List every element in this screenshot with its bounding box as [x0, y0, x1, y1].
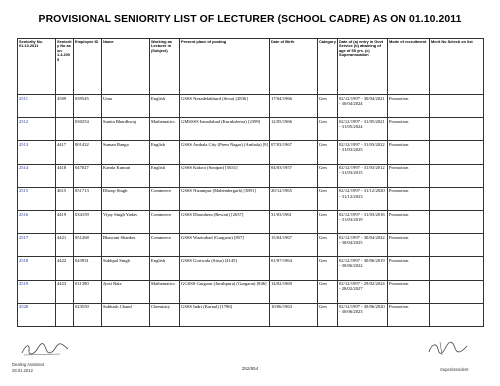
merit-cell [430, 234, 484, 257]
service-dates-cell: 02/12/1997 - 30/04/2022 - 30/04/2025 [338, 234, 388, 257]
header-name: Name [102, 39, 150, 95]
header-row [18, 39, 484, 95]
footer-date: 28.01.2012 [12, 368, 33, 373]
dob-cell: 07/03/1967 [270, 141, 318, 164]
posting-cell: GSSS Nizampur (Mahendergarh) [3891] [180, 187, 270, 210]
name-cell: Vijay Singh Yadav [102, 210, 150, 233]
service-dates-cell: 02/12/1997 - 31/05/2021 - 31/05/2024 [338, 118, 388, 141]
old-seniority-cell [56, 118, 74, 141]
table-row [18, 164, 484, 187]
service-dates-cell: 02/12/1997 - 31/12/2020 - 31/12/2023 [338, 187, 388, 210]
employee-id-cell: 023550 [74, 303, 102, 326]
category-cell: Gen [318, 95, 338, 118]
merit-cell [430, 210, 484, 233]
posting-cell: GSSS Wazirabad (Gurgaon) [857] [180, 234, 270, 257]
posting-cell: GSSS Nezadelakhurd (Sirsa) [2836] [180, 95, 270, 118]
dob-cell: 10/06/1963 [270, 303, 318, 326]
category-cell: Gen [318, 210, 338, 233]
service-dates-cell: 02/12/1997 - 31/03/2012 - 31/03/2015 [338, 164, 388, 187]
superintendent-signature [426, 340, 470, 358]
service-dates-cell: 02/12/1997 - 29/02/2024 - 28/02/2027 [338, 280, 388, 303]
merit-cell [430, 118, 484, 141]
table-row [18, 234, 484, 257]
name-cell: Dhoop Singh [102, 187, 150, 210]
name-cell: Suman Banga [102, 141, 150, 164]
header-subject: Working as Lecturer in (Subject) [150, 39, 180, 95]
mode-cell: Promotion [388, 257, 430, 280]
dob-cell: 01/07/1964 [270, 257, 318, 280]
header-service-dates: Date of (a) entry in Govt Service (b) attaining of age of 55 yrs. (c) Superannuation [338, 39, 388, 95]
superintendent-label: Superintendent [440, 367, 469, 372]
old-seniority-cell: 4419 [56, 210, 74, 233]
posting-cell: GSSS Indri (Karnal) [1786] [180, 303, 270, 326]
seniority-no-cell: 2515 [18, 187, 56, 210]
seniority-no-cell: 2519 [18, 280, 56, 303]
old-seniority-cell: 4509 [56, 95, 74, 118]
mode-cell: Promotion [388, 141, 430, 164]
footer-left [12, 362, 44, 374]
category-cell: Gen [318, 257, 338, 280]
old-seniority-cell: 4423 [56, 280, 74, 303]
posting-cell: GSSS Ambala City (Prem Nagar) (Ambala) [9] [180, 141, 270, 164]
mode-cell: Promotion [388, 187, 430, 210]
table-row [18, 118, 484, 141]
header-employee-id: Employee ID [74, 39, 102, 95]
posting-cell: GSSS Goriwala (Sirsa) [4145] [180, 257, 270, 280]
subject-cell: Commerce [150, 187, 180, 210]
category-cell: Gen [318, 164, 338, 187]
dealing-assistant-signature [20, 340, 70, 358]
subject-cell: Commerce [150, 210, 180, 233]
table-row [18, 280, 484, 303]
old-seniority-cell [56, 303, 74, 326]
employee-id-cell: 051268 [74, 234, 102, 257]
service-dates-cell: 02/12/1997 - 31/03/2022 - 31/03/2025 [338, 141, 388, 164]
seniority-table [17, 38, 484, 327]
table-row [18, 141, 484, 164]
dob-cell: 31/03/1961 [270, 210, 318, 233]
dealing-assistant-label: Dealing Assistant [12, 362, 45, 367]
merit-cell [430, 303, 484, 326]
mode-cell: Promotion [388, 210, 430, 233]
dob-cell: 17/04/1966 [270, 95, 318, 118]
name-cell: Bhawani Shanker [102, 234, 150, 257]
dob-cell: 20/12/1965 [270, 187, 318, 210]
mode-cell: Promotion [388, 118, 430, 141]
dob-cell: 14/02/1969 [270, 280, 318, 303]
mode-cell: Promotion [388, 164, 430, 187]
header-posting: Present place of posting [180, 39, 270, 95]
subject-cell: Mathematics [150, 118, 180, 141]
old-seniority-cell: 4422 [56, 257, 74, 280]
category-cell: Gen [318, 303, 338, 326]
table-row [18, 187, 484, 210]
old-seniority-cell: 4421 [56, 234, 74, 257]
category-cell: Gen [318, 118, 338, 141]
seniority-no-cell: 2511 [18, 95, 56, 118]
table-body [18, 95, 484, 327]
posting-cell: GSSS Dharuhera (Rewari) [2637] [180, 210, 270, 233]
employee-id-cell: 051713 [74, 187, 102, 210]
old-seniority-cell: 4615 [56, 187, 74, 210]
seniority-no-cell: 2518 [18, 257, 56, 280]
service-dates-cell: 02/12/1997 - 31/03/2016 - 31/03/2019 [338, 210, 388, 233]
dob-cell: 15/04/1967 [270, 234, 318, 257]
employee-id-cell: 043931 [74, 257, 102, 280]
posting-cell: GGSSS Gurgaon (Jacubpura) (Gurgaon) [846] [180, 280, 270, 303]
seniority-no-cell: 2512 [18, 118, 56, 141]
name-cell: Subhash Chand [102, 303, 150, 326]
merit-cell [430, 164, 484, 187]
name-cell: Sukhpal Singh [102, 257, 150, 280]
seniority-no-cell: 2517 [18, 234, 56, 257]
old-seniority-cell: 4417 [56, 141, 74, 164]
category-cell: Gen [318, 280, 338, 303]
old-seniority-cell: 4418 [56, 164, 74, 187]
category-cell: Gen [318, 141, 338, 164]
table-row [18, 257, 484, 280]
dob-cell: 12/05/1966 [270, 118, 318, 141]
header-mode: Mode of recruitment [388, 39, 430, 95]
mode-cell: Promotion [388, 303, 430, 326]
header-seniority-no: Seniority No. 01.10.2011 [18, 39, 56, 95]
page-title: PROVISIONAL SENIORITY LIST OF LECTURER (SCHOOL CADRE) AS ON 01.10.2011 [38, 14, 462, 25]
employee-id-cell: 047027 [74, 164, 102, 187]
header-dob: Date of Birth [270, 39, 318, 95]
employee-id-cell: 011390 [74, 280, 102, 303]
service-dates-cell: 02/12/1997 - 30/04/2021 - 30/04/2024 [338, 95, 388, 118]
subject-cell: English [150, 95, 180, 118]
header-category: Category [318, 39, 338, 95]
mode-cell: Promotion [388, 280, 430, 303]
header-merit: Merit No Selecti on list [430, 39, 484, 95]
seniority-no-cell: 2513 [18, 141, 56, 164]
merit-cell [430, 95, 484, 118]
seniority-no-cell: 2516 [18, 210, 56, 233]
merit-cell [430, 257, 484, 280]
table-row [18, 210, 484, 233]
name-cell: Uma [102, 95, 150, 118]
subject-cell: English [150, 164, 180, 187]
posting-cell: GMSSSS Ismailabad (Kurukshetra) [2399] [180, 118, 270, 141]
merit-cell [430, 280, 484, 303]
name-cell: Sunita Bhardhwaj [102, 118, 150, 141]
seniority-no-cell: 2520 [18, 303, 56, 326]
employee-id-cell: 039545 [74, 95, 102, 118]
service-dates-cell: 02/12/1997 - 30/06/2020 - 30/06/2023 [338, 303, 388, 326]
subject-cell: Commerce [150, 234, 180, 257]
category-cell: Gen [318, 234, 338, 257]
subject-cell: English [150, 257, 180, 280]
subject-cell: English [150, 141, 180, 164]
subject-cell: Mathematics [150, 280, 180, 303]
table-row [18, 303, 484, 326]
employee-id-cell: 030254 [74, 118, 102, 141]
name-cell: Kamla Kumari [102, 164, 150, 187]
category-cell: Gen [318, 187, 338, 210]
header-old-seniority: Seniorit y No as on 1.4.200 5 [56, 39, 74, 95]
employee-id-cell: 034159 [74, 210, 102, 233]
employee-id-cell: 001432 [74, 141, 102, 164]
mode-cell: Promotion [388, 95, 430, 118]
service-dates-cell: 02/12/1997 - 30/06/2019 - 30/06/2022 [338, 257, 388, 280]
seniority-no-cell: 2514 [18, 164, 56, 187]
table-row [18, 95, 484, 118]
dob-cell: 04/03/1957 [270, 164, 318, 187]
mode-cell: Promotion [388, 234, 430, 257]
subject-cell: Chemistry [150, 303, 180, 326]
page-number: 252/854 [241, 366, 259, 371]
merit-cell [430, 187, 484, 210]
merit-cell [430, 141, 484, 164]
name-cell: Jyoti Bala [102, 280, 150, 303]
posting-cell: GSSS Kakroi (Sonipat) [5631] [180, 164, 270, 187]
